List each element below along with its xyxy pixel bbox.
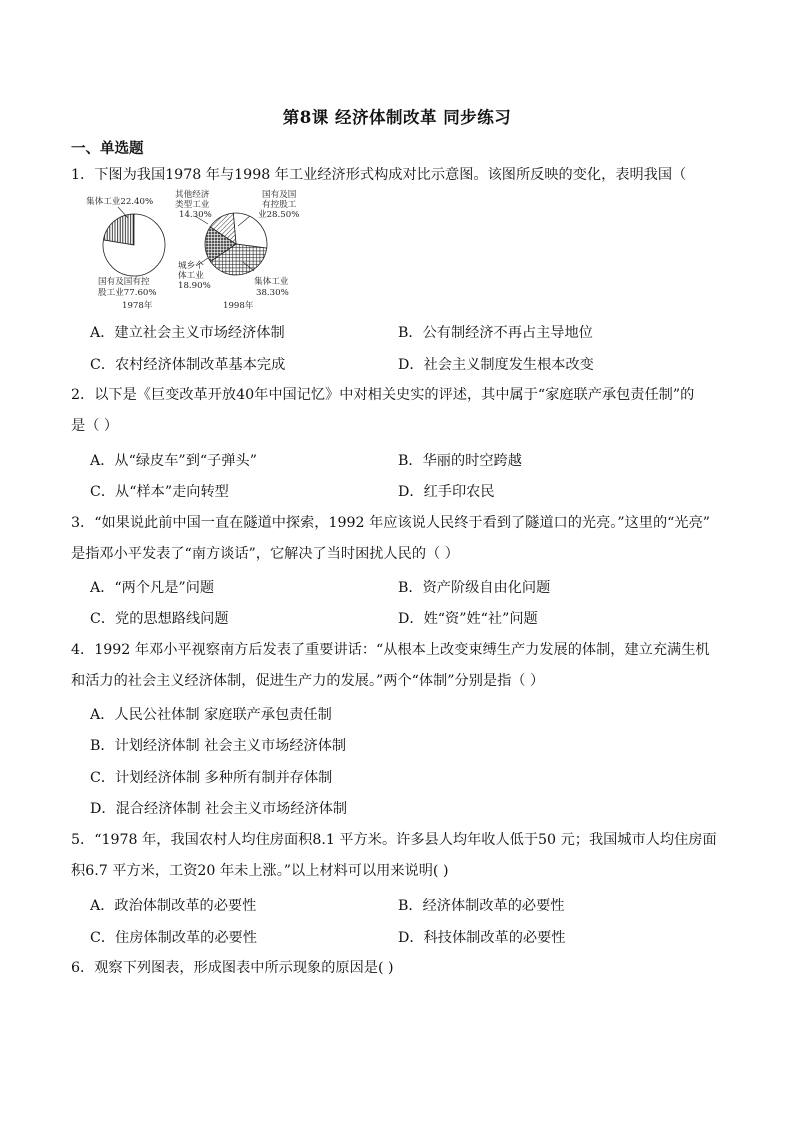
question-6-stem: 6．观察下列图表，形成图表中所示现象的原因是( ): [71, 960, 394, 976]
question-2-stem-line1: 2．以下是《巨变改革开放40年中国记忆》中对相关史实的评述，其中属于“家庭联产承包责任制”的: [71, 387, 695, 403]
q4-option-a: A．人民公社体制 家庭联产承包责任制: [90, 707, 332, 723]
q5-option-a: A．政治体制改革的必要性: [90, 898, 257, 914]
label-1978-state-2: 股工业77.60%: [98, 288, 157, 298]
label-1998-other-1: 其他经济: [175, 190, 210, 200]
q1-option-a: A．建立社会主义市场经济体制: [90, 325, 285, 341]
page-title: 第8课 经济体制改革 同步练习: [282, 108, 512, 127]
label-1998-other-3: 14.30%: [179, 210, 212, 220]
question-4-stem-line1: 4．1992 年邓小平视察南方后发表了重要讲话：“从根本上改变束缚生产力发展的体制，建立充满生机: [71, 642, 710, 658]
label-1998-individual-1: 城乡个: [178, 261, 204, 271]
question-5-stem-line2: 积6.7 平方米，工资20 年未上涨。”以上材料可以用来说明( ): [71, 863, 449, 879]
label-1998-collective-2: 38.30%: [256, 288, 289, 298]
q5-option-b: B．经济体制改革的必要性: [398, 898, 565, 914]
question-3-stem-line1: 3．“如果说此前中国一直在隧道中探索，1992 年应该说人民终于看到了隧道口的光亮。”这里的“光亮”: [71, 515, 711, 531]
pie-1998: [205, 213, 267, 275]
q1-option-b: B．公有制经济不再占主导地位: [398, 325, 593, 341]
q4-option-b: B．计划经济体制 社会主义市场经济体制: [90, 738, 347, 754]
label-1978-collective: 集体工业22.40%: [86, 197, 154, 207]
pie-chart-comparison: [78, 188, 316, 316]
label-1998-collective-1: 集体工业: [254, 277, 289, 287]
section-heading: 一、单选题: [71, 140, 144, 157]
q2-option-b: B．华丽的时空跨越: [398, 453, 522, 469]
q4-option-c: C．计划经济体制 多种所有制并存体制: [90, 770, 333, 786]
label-1978-state-1: 国有及国有控: [98, 277, 150, 287]
q1-option-d: D．社会主义制度发生根本改变: [398, 357, 594, 373]
q5-option-d: D．科技体制改革的必要性: [398, 930, 566, 946]
q3-option-b: B．资产阶级自由化问题: [398, 580, 551, 596]
question-4-stem-line2: 和活力的社会主义经济体制，促进生产力的发展。”两个“体制”分别是指（ ）: [71, 673, 545, 689]
label-1998-other-2: 类型工业: [175, 200, 210, 210]
label-1998-individual-3: 18.90%: [178, 281, 211, 291]
caption-1978: 1978年: [122, 301, 153, 311]
q4-option-d: D．混合经济体制 社会主义市场经济体制: [90, 801, 348, 817]
label-1998-individual-2: 体工业: [178, 271, 204, 281]
q3-option-a: A．“两个凡是”问题: [90, 580, 215, 596]
question-3-stem-line2: 是指邓小平发表了“南方谈话”，它解决了当时困扰人民的（ ）: [71, 546, 459, 562]
q2-option-c: C．从“样本”走向转型: [90, 484, 229, 500]
q5-option-c: C．住房体制改革的必要性: [90, 930, 257, 946]
label-1998-state-3: 业28.50%: [258, 210, 300, 220]
question-1-stem: 1．下图为我国1978 年与1998 年工业经济形式构成对比示意图。该图所反映的变化，表明我国（: [71, 167, 687, 183]
q3-option-c: C．党的思想路线问题: [90, 611, 229, 627]
pie-1978: [103, 214, 165, 276]
q1-option-c: C．农村经济体制改革基本完成: [90, 357, 286, 373]
label-1998-state-2: 有控股工: [262, 200, 297, 210]
question-2-stem-line2: 是（ ）: [71, 418, 119, 434]
q2-option-d: D．红手印农民: [398, 484, 495, 500]
caption-1998: 1998年: [223, 301, 254, 311]
q2-option-a: A．从“绿皮车”到“子弹头”: [90, 453, 257, 469]
label-1998-state-1: 国有及国: [262, 190, 297, 200]
q3-option-d: D．姓“资”姓“社”问题: [398, 611, 538, 627]
question-5-stem-line1: 5．“1978 年，我国农村人均住房面积8.1 平方米。许多县人均年收人低于50 元；我国城市人均住房面: [71, 832, 717, 848]
